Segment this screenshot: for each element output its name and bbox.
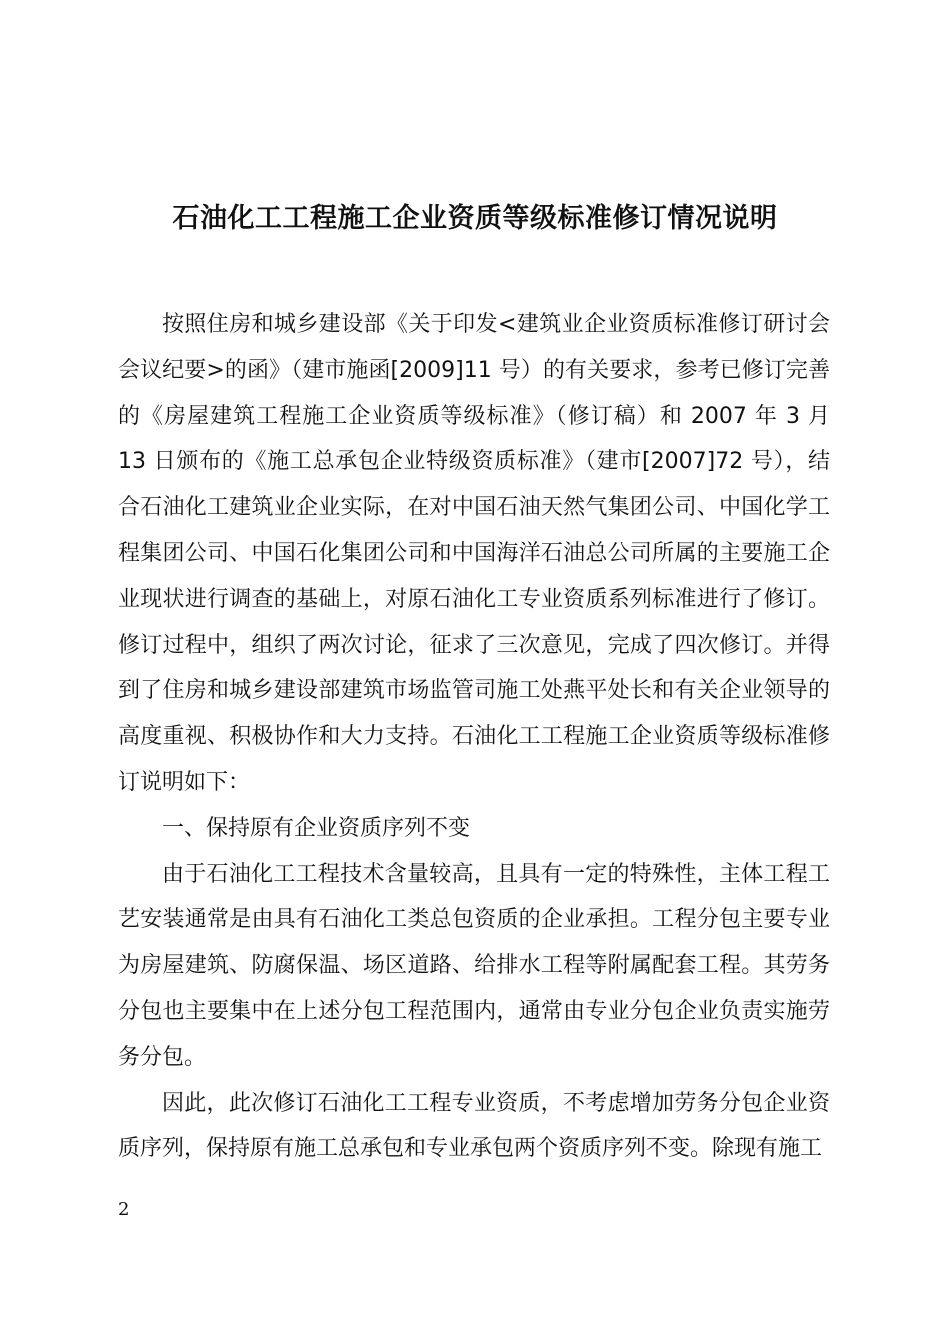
paragraph-background: 按照住房和城乡建设部《关于印发<建筑业企业资质标准修订研讨会会议纪要>的函》（建市施函[2009]11 号）的有关要求，参考已修订完善的《房屋建筑工程施工企业资质等级标准》（修订稿）和 2007 年 3 月 13 日颁布的《施工总承包企业特级资质标准》（建市[2007]72 号），结合石油化工建筑业企业实际，在对中国石油天然气集团公司、中国化学工程集团公司、中国石化集团公司和中国海洋石油总公司所属的主要施工企业现状进行调查的基础上，对原石油化工专业资质系列标准进行了修订。修订过程中，组织了两次讨论，征求了三次意见，完成了四次修订。并得到了住房和城乡建设部建筑市场监管司施工处燕平处长和有关企业领导的高度重视、积极协作和大力支持。石油化工工程施工企业资质等级标准修订说明如下： — [118, 312, 830, 795]
paragraph-conclusion: 因此，此次修订石油化工工程专业资质，不考虑增加劳务分包企业资质序列，保持原有施工总承包和专业承包两个资质序列不变。除现有施工 — [118, 1090, 830, 1162]
document-body — [118, 302, 830, 1172]
paragraph-reason: 由于石油化工工程技术含量较高，且具有一定的特殊性，主体工程工艺安装通常是由具有石油化工类总包资质的企业承担。工程分包主要专业为房屋建筑、防腐保温、场区道路、给排水工程等附属配套工程。其劳务分包也主要集中在上述分包工程范围内，通常由专业分包企业负责实施劳务分包。 — [118, 861, 830, 1070]
page-title: 石油化工工程施工企业资质等级标准修订情况说明 — [172, 203, 778, 235]
section-heading-1: 一、保持原有企业资质序列不变 — [162, 815, 471, 841]
page-number: 2 — [118, 1199, 130, 1220]
